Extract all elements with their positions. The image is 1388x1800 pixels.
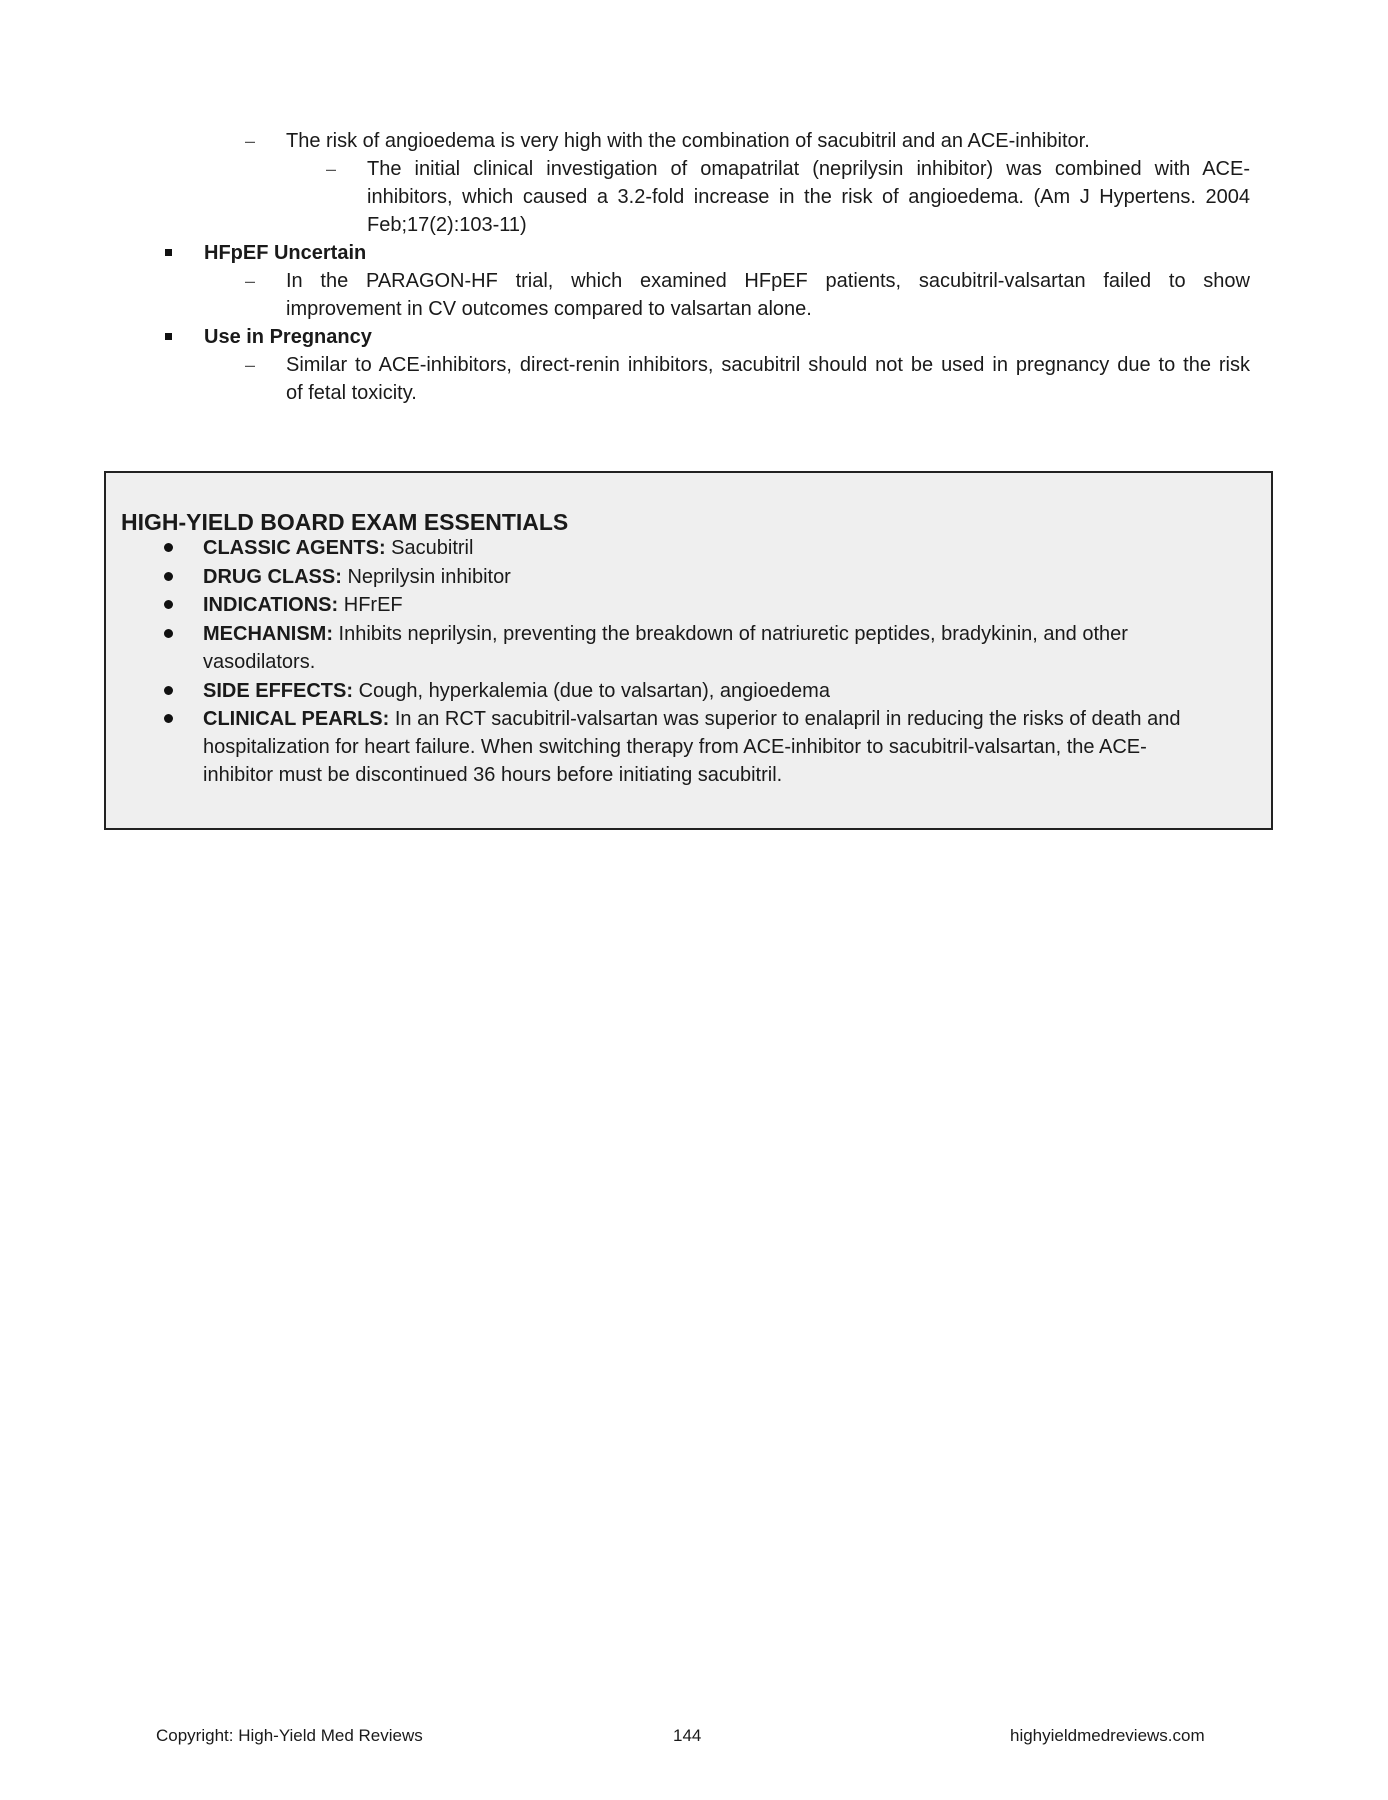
item-label: CLASSIC AGENTS: bbox=[203, 537, 386, 559]
essentials-title: HIGH-YIELD BOARD EXAM ESSENTIALS bbox=[121, 509, 569, 535]
item-label: CLINICAL PEARLS: bbox=[203, 708, 390, 730]
body-line: The risk of angioedema is very high with the combination of sacubitril and an ACE-inhibitor. bbox=[286, 130, 1090, 152]
dash-bullet: – bbox=[326, 159, 337, 179]
body-line: Similar to ACE-inhibitors, direct-renin inhibitors, sacubitril should not be used in pregnancy due to the risk bbox=[286, 354, 1250, 376]
body-line: Feb;17(2):103-11) bbox=[367, 214, 527, 236]
item-text: Sacubitril bbox=[385, 537, 474, 559]
item-text: Inhibits neprilysin, preventing the breakdown of natriuretic peptides, bradykinin, and other bbox=[333, 623, 1128, 645]
item-text: HFrEF bbox=[338, 594, 403, 616]
essentials-item-continued: hospitalization for heart failure. When switching therapy from ACE-inhibitor to sacubitril-valsartan, the ACE- bbox=[203, 736, 1147, 758]
body-line: inhibitors, which caused a 3.2-fold increase in the risk of angioedema. (Am J Hypertens. 2004 bbox=[367, 186, 1250, 208]
bullet-icon bbox=[164, 714, 173, 723]
bullet-icon bbox=[164, 572, 173, 581]
essentials-item-continued: vasodilators. bbox=[203, 651, 316, 673]
essentials-item bbox=[203, 620, 1128, 648]
footer-copyright: Copyright: High-Yield Med Reviews bbox=[156, 1726, 423, 1745]
bullet-icon bbox=[164, 686, 173, 695]
essentials-item bbox=[203, 563, 511, 591]
dash-bullet: – bbox=[245, 355, 256, 375]
essentials-item bbox=[203, 534, 473, 562]
body-line: In the PARAGON-HF trial, which examined HFpEF patients, sacubitril-valsartan failed to show bbox=[286, 270, 1250, 292]
item-text: In an RCT sacubitril-valsartan was superior to enalapril in reducing the risks of death and bbox=[389, 708, 1181, 730]
item-text: Neprilysin inhibitor bbox=[341, 566, 511, 588]
item-text: Cough, hyperkalemia (due to valsartan), angioedema bbox=[353, 680, 830, 702]
body-line: The initial clinical investigation of omapatrilat (neprilysin inhibitor) was combined with ACE- bbox=[367, 158, 1250, 180]
item-label: MECHANISM: bbox=[203, 623, 333, 645]
footer-website: highyieldmedreviews.com bbox=[1010, 1726, 1205, 1745]
square-bullet-icon bbox=[165, 333, 172, 340]
section-heading: Use in Pregnancy bbox=[204, 326, 372, 348]
bullet-icon bbox=[164, 543, 173, 552]
item-label: SIDE EFFECTS: bbox=[203, 680, 354, 702]
body-line: of fetal toxicity. bbox=[286, 382, 417, 404]
bullet-icon bbox=[164, 629, 173, 638]
section-heading: HFpEF Uncertain bbox=[204, 242, 367, 264]
dash-bullet: – bbox=[245, 271, 256, 291]
essentials-item-continued: inhibitor must be discontinued 36 hours before initiating sacubitril. bbox=[203, 764, 783, 786]
essentials-item bbox=[203, 677, 830, 705]
square-bullet-icon bbox=[165, 249, 172, 256]
essentials-item bbox=[203, 591, 403, 619]
item-label: INDICATIONS: bbox=[203, 594, 339, 616]
essentials-item bbox=[203, 705, 1180, 733]
dash-bullet: – bbox=[245, 131, 256, 151]
bullet-icon bbox=[164, 600, 173, 609]
body-line: improvement in CV outcomes compared to valsartan alone. bbox=[286, 298, 812, 320]
item-label: DRUG CLASS: bbox=[203, 566, 342, 588]
footer-page-number: 144 bbox=[673, 1726, 702, 1745]
